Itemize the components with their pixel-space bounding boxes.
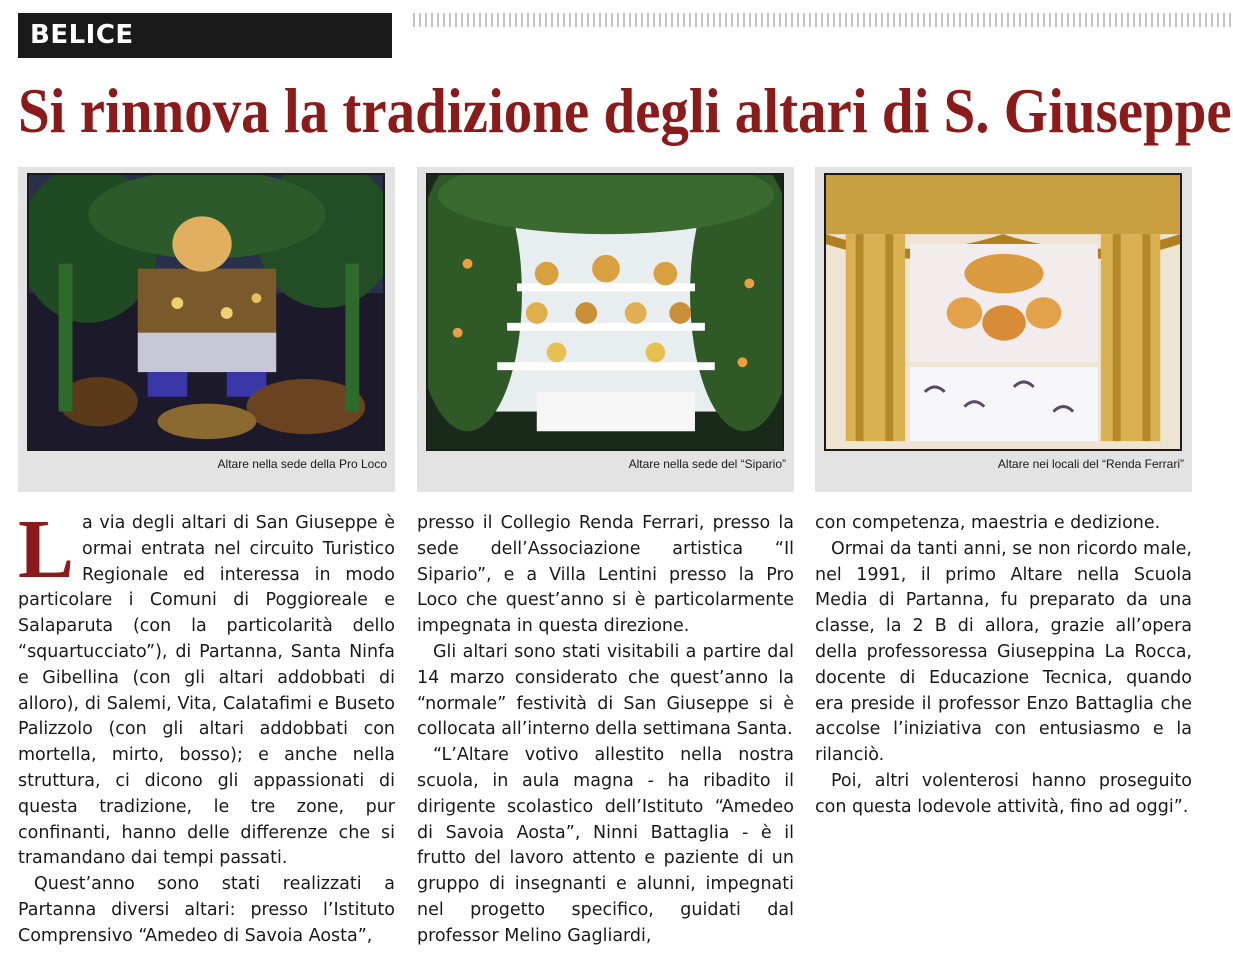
article-paragraph: “L’Altare votivo allestito nella nostra scuola, in aula magna - ha ribadito il dirigente scolastico dell’Istituto “Amedeo di Savoia Aosta”, Ninni Battaglia - è il frutto del lavoro attento e paziente di un gruppo di insegnanti e alunni, impegnati nel progetto specifico, guidati dal professor Melino Gagliardi,: [417, 745, 794, 946]
article-paragraph: presso il Collegio Renda Ferrari, presso la sede dell’Associazione artistica “Il Sipario”, e a Villa Lentini presso la Pro Loco che quest’anno si è particolarmente impegnata in questa direzione.: [417, 513, 794, 637]
photo-altar-renda-ferrari: [824, 173, 1182, 451]
article-paragraph: Ormai da tanti anni, se non ricordo male, nel 1991, il primo Altare nella Scuola Media di Partanna, fu preparato da una classe, la 2 B di allora, grazie all’opera della professoressa Giuseppina La Rocca, docente di Educazione Tecnica, quando era preside il professor Enzo Battaglia che accolse l’iniziativa con entusiasmo e la rilanciò.: [815, 538, 1192, 766]
article-paragraph: Poi, altri volenterosi hanno proseguito con questa lodevole attività, fino ad oggi”.: [815, 770, 1192, 817]
photo-caption-3: Altare nei locali del “Renda Ferrari”: [997, 457, 1184, 471]
article-paragraph: Quest’anno sono stati realizzati a Partanna diversi altari: presso l’Istituto Comprensivo “Amedeo di Savoia Aosta”,: [18, 874, 395, 946]
headline: Si rinnova la tradizione degli altari di S. Giuseppe: [18, 75, 1232, 146]
photo-altar-pro-loco: [27, 173, 385, 451]
article-column-2: [417, 511, 794, 950]
section-tag-label: BELICE: [30, 20, 134, 50]
photo-caption-1: Altare nella sede della Pro Loco: [217, 457, 387, 471]
article-paragraph: a via degli altari di San Giuseppe è ormai entrata nel circuito Turistico Regionale ed interessa in modo particolare i Comuni di Poggioreale e Salaparuta (con la particolarità dello “squartucciato”), di Partanna, Santa Ninfa e Gibellina (con gli altari addobbati di alloro), di Salemi, Vita, Calatafimi e Buseto Palizzolo (con gli altari addobbati con mortella, mirto, bosso); e anche nella struttura, ci dicono gli appassionati di questa tradizione, le tre zone, pur confinanti, hanno delle differenze che si tramandano dai tempi passati.: [18, 513, 395, 869]
photo-caption-2: Altare nella sede del “Sipario”: [628, 457, 786, 471]
drop-cap: L: [18, 503, 75, 596]
article-paragraph: Gli altari sono stati visitabili a partire dal 14 marzo considerato che quest’anno la “normale” festività di San Giuseppe si è collocata all’interno della settimana Santa.: [417, 641, 794, 740]
article-paragraph: con competenza, maestria e dedizione.: [815, 513, 1161, 533]
section-tag: [18, 13, 392, 58]
photo-panel-3: [815, 167, 1192, 492]
photo-panel-2: [417, 167, 794, 492]
photo-altar-sipario: [426, 173, 784, 451]
article-column-3: [815, 511, 1192, 821]
header-rule: [413, 13, 1233, 27]
photo-panel-1: [18, 167, 395, 492]
article-column-1: [18, 503, 395, 950]
